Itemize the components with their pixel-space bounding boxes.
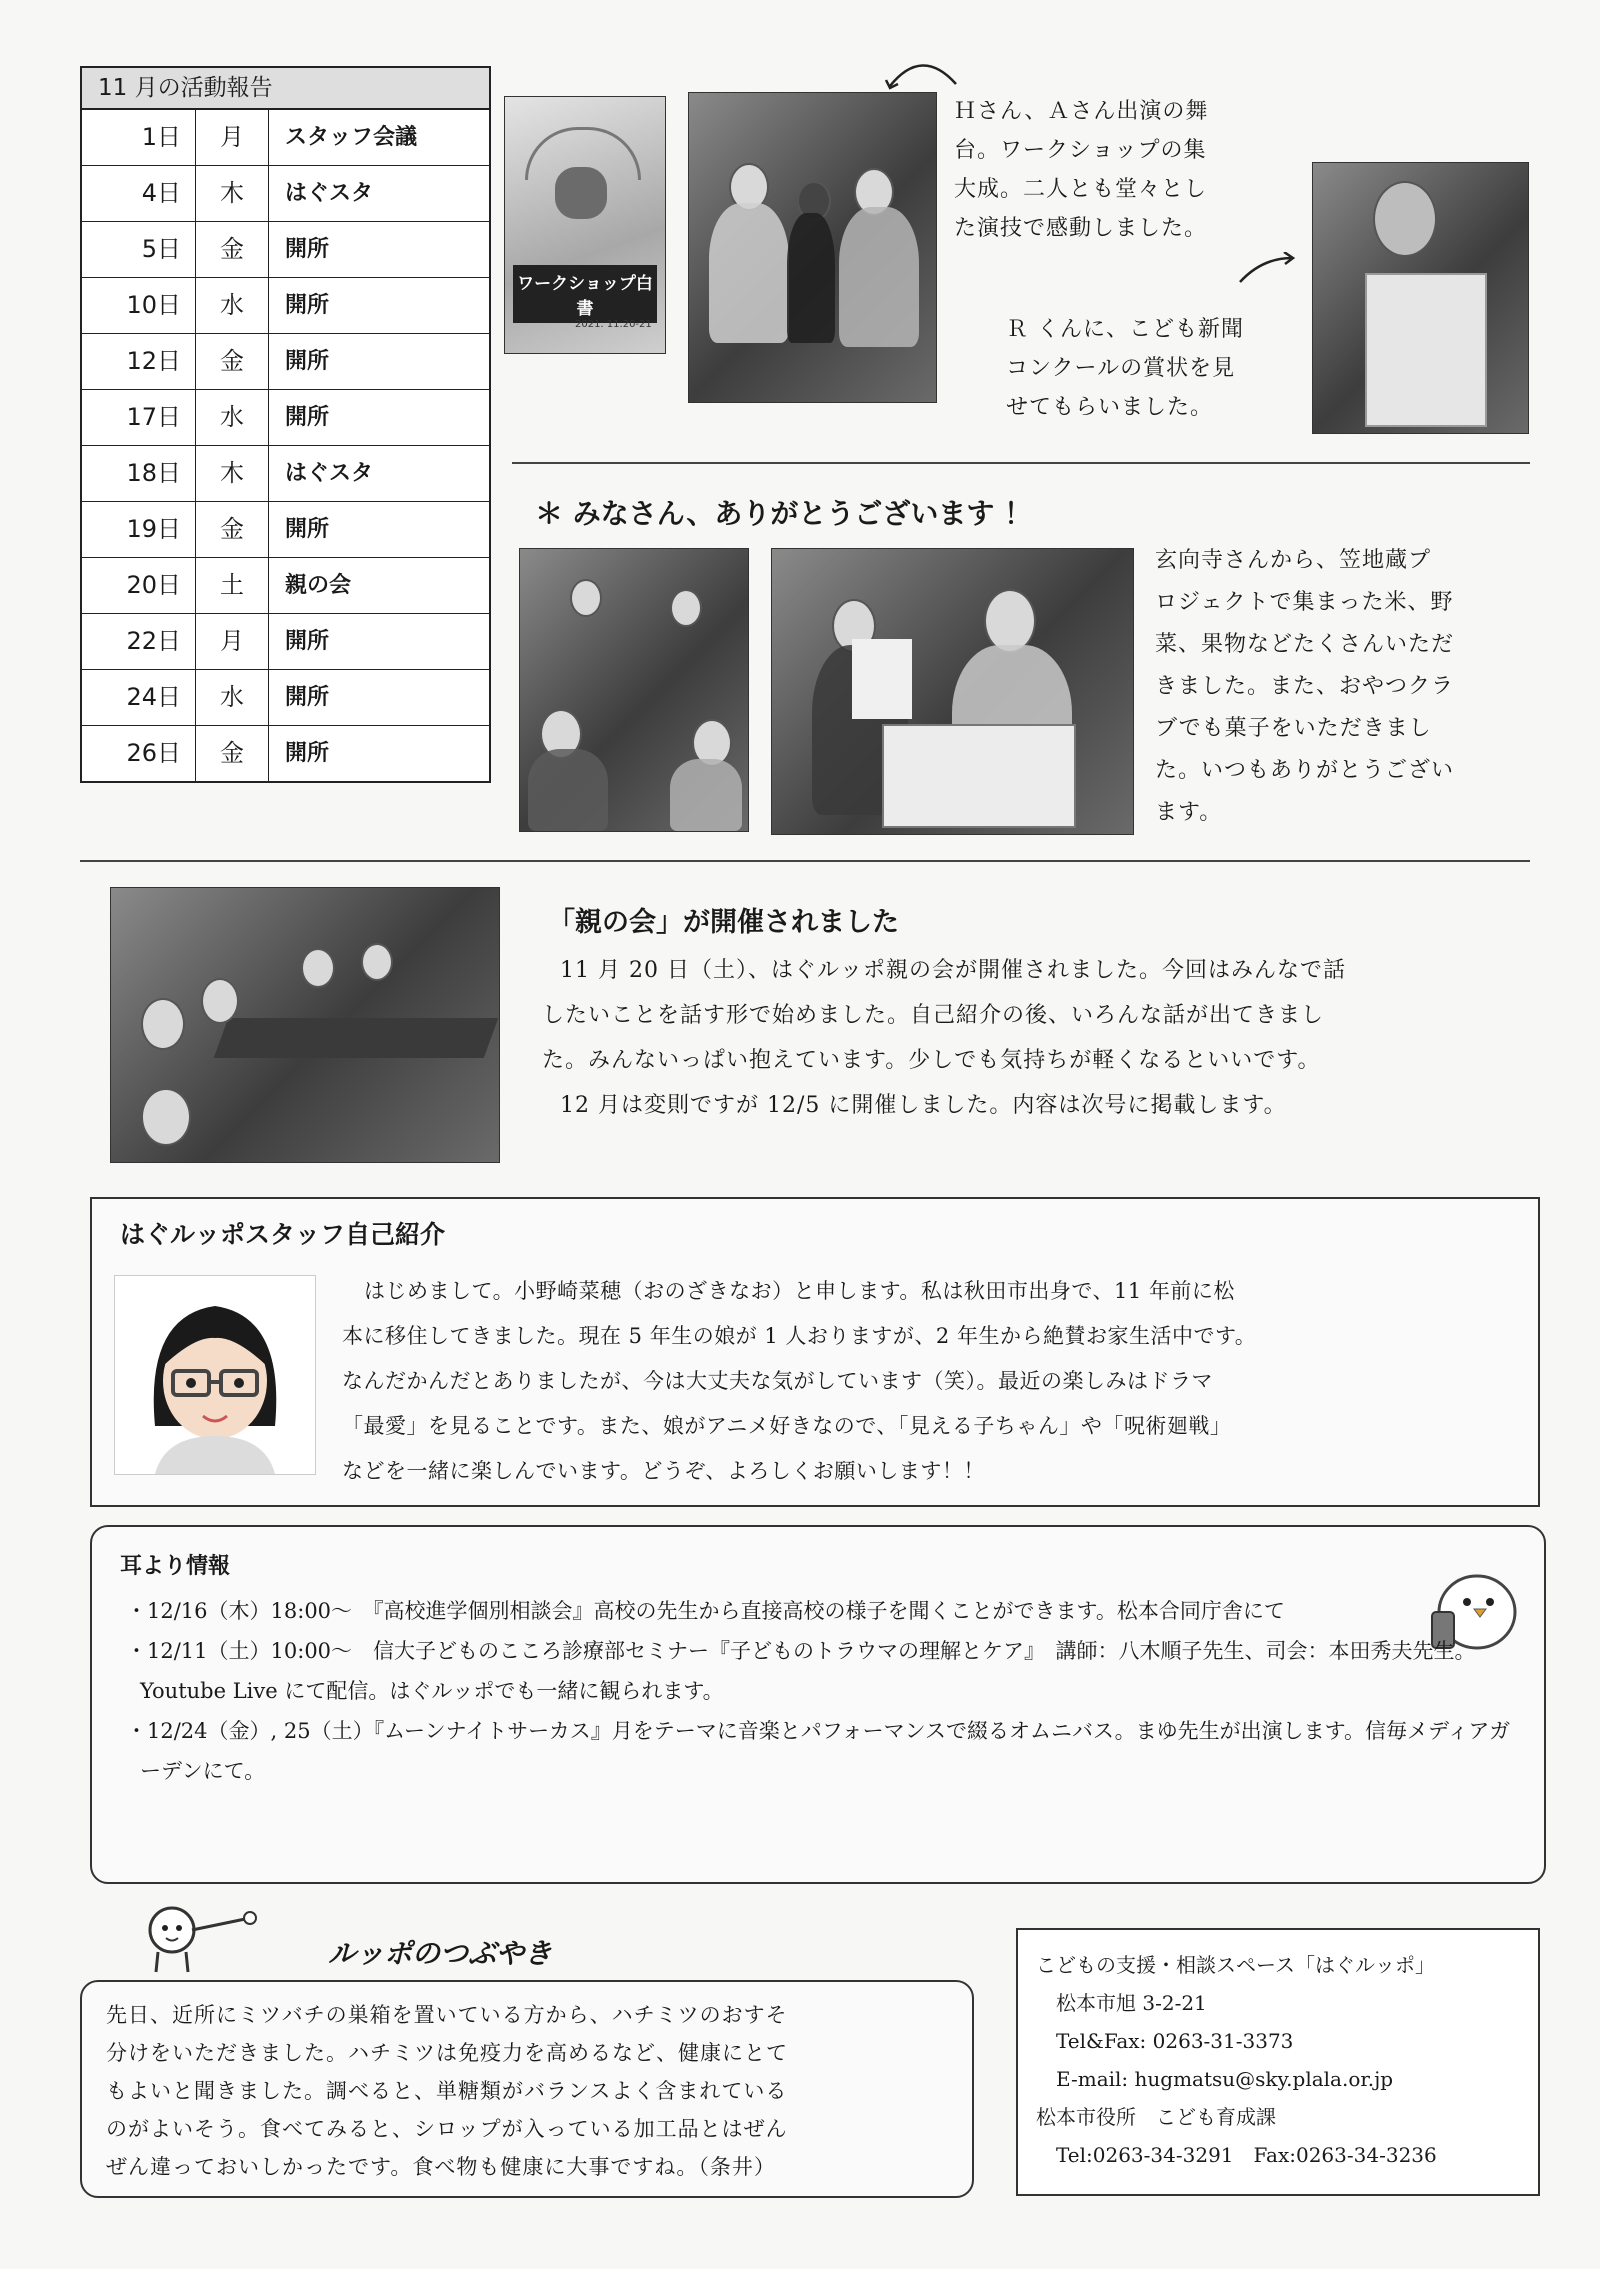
activity-event: 開所: [285, 517, 330, 542]
tsubuyaki-box: [80, 1980, 974, 2198]
activity-table: [80, 66, 491, 783]
staff-intro-line: などを一緒に楽しんでいます。どうぞ、よろしくお願いします！！: [342, 1459, 985, 1483]
info-item: ・12/24（金）, 25（土）『ムーンナイトサーカス』月をテーマに音楽とパフォーマンスで綴るオムニバス。まゆ先生が出演します。信毎メディアガーデンにて。: [126, 1719, 1511, 1783]
parents-meeting-photo: [110, 887, 500, 1163]
contact-tel-fax: Tel&Fax: 0263-31-3373: [1036, 2029, 1294, 2053]
staff-intro-line: 本に移住してきました。現在 5 年生の娘が 1 人おりますが、2 年生から絶賛お家生活中です。: [342, 1324, 1257, 1348]
thanks-line: きました。また、おやつクラ: [1155, 674, 1455, 699]
workshop-poster-photo: [504, 96, 666, 354]
parents-text: [542, 948, 1532, 1128]
thanks-heading: ＊ みなさん、ありがとうございます ！: [535, 497, 1033, 530]
activity-weekday: 金: [196, 502, 269, 557]
table-row: [82, 558, 489, 614]
tsubuyaki-line: もよいと聞きました。調べると、単糖類がバランスよく含まれている: [106, 2079, 788, 2103]
activity-event: はぐスタ: [285, 181, 374, 206]
activity-event: 開所: [285, 685, 330, 710]
activity-date: 12日: [82, 334, 196, 389]
info-item: ・12/16（木）18:00～ 『高校進学個別相談会』高校の先生から直接高校の様子を聞くことができます。松本合同庁舎にて: [126, 1599, 1285, 1623]
table-row: [82, 334, 489, 390]
parents-line: た。みんないっぱい抱えています。少しでも気持ちが軽くなるといいです。: [542, 1048, 1321, 1073]
table-row: [82, 446, 489, 502]
staff-intro-line: 「最愛」を見ることです。また、娘がアニメ好きなので、「見える子ちゃん」や「呪術廻戦」: [342, 1414, 1232, 1438]
award-caption: [1006, 310, 1296, 427]
activity-weekday: 水: [196, 278, 269, 333]
activity-event: 開所: [285, 629, 330, 654]
staff-intro-heading: はぐルッポスタッフ自己紹介: [120, 1220, 446, 1249]
activity-weekday: 水: [196, 390, 269, 445]
activity-weekday: 月: [196, 614, 269, 669]
activity-date: 4日: [82, 166, 196, 221]
tsubuyaki-text: [106, 1996, 956, 2186]
arrow-icon: [1236, 252, 1296, 288]
thanks-line: ブでも菓子をいただきまし: [1155, 716, 1432, 741]
thanks-line: ます。: [1155, 800, 1223, 825]
donation-photo-2: [771, 548, 1134, 835]
activity-weekday: 木: [196, 446, 269, 501]
staff-intro-line: はじめまして。小野崎菜穂（おのざきなお）と申します。私は秋田市出身で、11 年前に松: [364, 1279, 1235, 1303]
staff-intro-box: [90, 1197, 1540, 1507]
activity-event: 開所: [285, 293, 330, 318]
contact-city-tel: Tel:0263-34-3291 Fax:0263-34-3236: [1036, 2143, 1437, 2167]
activity-date: 19日: [82, 502, 196, 557]
parents-line: 12 月は変則ですが 12/5 に開催しました。内容は次号に掲載します。: [560, 1093, 1287, 1118]
thanks-text: [1155, 540, 1535, 834]
stage-photo: [688, 92, 937, 403]
activity-weekday: 月: [196, 110, 269, 165]
stage-caption-line: 台。ワークショップの集: [954, 138, 1207, 163]
activity-weekday: 木: [196, 166, 269, 221]
table-row: [82, 222, 489, 278]
contact-city-office: 松本市役所 こども育成課: [1036, 2105, 1276, 2129]
activity-date: 1日: [82, 110, 196, 165]
activity-date: 5日: [82, 222, 196, 277]
tsubuyaki-heading: ルッポのつぶやき: [328, 1937, 553, 1970]
divider: [512, 462, 1530, 464]
activity-weekday: 金: [196, 334, 269, 389]
activity-date: 24日: [82, 670, 196, 725]
activity-event: 開所: [285, 405, 330, 430]
table-row: [82, 502, 489, 558]
award-caption-line: コンクールの賞状を見: [1006, 356, 1236, 381]
tsubuyaki-line: 分けをいただきました。ハチミツは免疫力を高めるなど、健康にとて: [106, 2041, 788, 2065]
table-row: [82, 278, 489, 334]
stage-caption-line: Ｈさん、Ａさん出演の舞: [954, 99, 1209, 124]
table-row: [82, 726, 489, 781]
tsubuyaki-line: ぜん違っておいしかったです。食べ物も健康に大事ですね。（条井）: [106, 2155, 776, 2179]
activity-date: 22日: [82, 614, 196, 669]
table-row: [82, 110, 489, 166]
stage-caption-line: 大成。二人とも堂々とし: [954, 177, 1208, 202]
tsubuyaki-line: 先日、近所にミツバチの巣箱を置いている方から、ハチミツのおすそ: [106, 2003, 788, 2027]
activity-date: 26日: [82, 726, 196, 781]
parents-line: したいことを話す形で始めました。自己紹介の後、いろんな話が出てきまし: [542, 1003, 1325, 1028]
donation-photo-1: [519, 548, 749, 832]
activity-date: 20日: [82, 558, 196, 613]
award-photo: [1312, 162, 1529, 434]
thanks-line: 菜、果物などたくさんいただ: [1155, 632, 1455, 657]
activity-weekday: 水: [196, 670, 269, 725]
award-caption-line: Ｒ くんに、こども新聞: [1006, 317, 1244, 342]
table-row: [82, 614, 489, 670]
activity-date: 17日: [82, 390, 196, 445]
award-caption-line: せてもらいました。: [1006, 395, 1214, 420]
table-row: [82, 670, 489, 726]
poster-title: ワークショップ白書: [513, 265, 657, 323]
table-row: [82, 390, 489, 446]
contact-email[interactable]: E-mail: hugmatsu@sky.plala.or.jp: [1036, 2067, 1394, 2091]
stage-caption: [954, 92, 1294, 248]
table-row: [82, 166, 489, 222]
staff-avatar: [114, 1275, 316, 1475]
staff-intro-text: [342, 1269, 1522, 1494]
poster-dates: 2021. 11.20-21: [575, 319, 652, 330]
thanks-line: 玄向寺さんから、笠地蔵プ: [1155, 548, 1432, 573]
thanks-line: た。いつもありがとうござい: [1155, 758, 1455, 783]
stage-caption-line: た演技で感動しました。: [954, 216, 1208, 241]
contact-box: [1016, 1928, 1540, 2196]
activity-weekday: 金: [196, 222, 269, 277]
info-item: ・12/11（土）10:00～ 信大子どものこころ診療部セミナー『子どものトラウマの理解とケア』 講師：八木順子先生、司会：本田秀夫先生。Youtube Live にて配信。はぐルッポでも一緒に観られます。: [126, 1639, 1476, 1703]
info-box: [90, 1525, 1546, 1884]
activity-weekday: 金: [196, 726, 269, 781]
staff-intro-line: なんだかんだとありましたが、今は大丈夫な気がしています（笑）。最近の楽しみはドラマ: [342, 1369, 1213, 1393]
parents-heading: 「親の会」が開催されました: [548, 907, 899, 938]
info-heading: 耳より情報: [120, 1554, 231, 1579]
info-list: [126, 1591, 1516, 1791]
tsubuyaki-line: のがよいそう。食べてみると、シロップが入っている加工品とはぜん: [106, 2117, 788, 2141]
parents-line: 11 月 20 日（土）、はぐルッポ親の会が開催されました。今回はみんなで話: [560, 958, 1346, 983]
activity-event: はぐスタ: [285, 461, 374, 486]
activity-event: 開所: [285, 349, 330, 374]
activity-event: 親の会: [285, 573, 352, 598]
activity-weekday: 土: [196, 558, 269, 613]
ruppo-character-icon: [138, 1900, 260, 1976]
thanks-line: ロジェクトで集まった米、野: [1155, 590, 1454, 615]
activity-date: 10日: [82, 278, 196, 333]
divider: [80, 860, 1530, 862]
contact-address: 松本市旭 3-2-21: [1036, 1991, 1207, 2015]
activity-table-title: 11 月の活動報告: [82, 68, 489, 110]
activity-event: 開所: [285, 237, 330, 262]
activity-event: スタッフ会議: [285, 125, 418, 150]
activity-date: 18日: [82, 446, 196, 501]
contact-org: こどもの支援・相談スペース「はぐルッポ」: [1036, 1953, 1435, 1977]
activity-event: 開所: [285, 741, 330, 766]
arrow-icon: [882, 50, 962, 94]
